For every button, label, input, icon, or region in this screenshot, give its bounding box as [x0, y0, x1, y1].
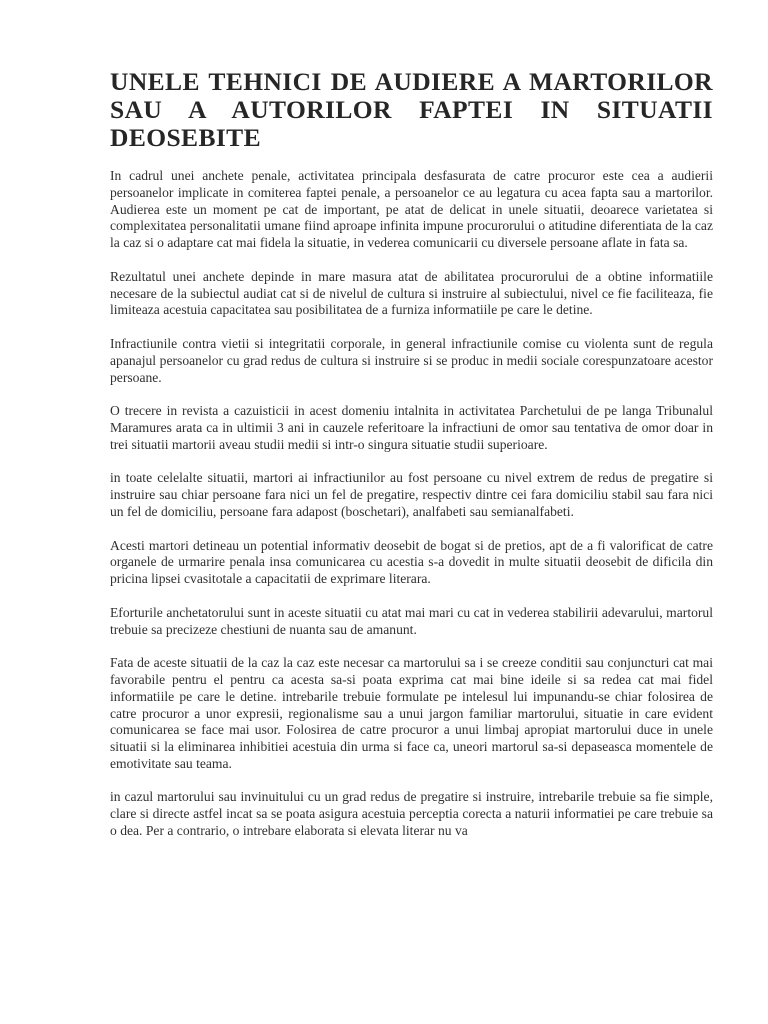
document-title: UNELE TEHNICI DE AUDIERE A MARTORILOR SAU A AUTORILOR FAPTEI IN SITUATII DEOSEBITE [110, 67, 713, 152]
paragraph-3: Infractiunile contra vietii si integritatii corporale, in general infractiunile comise cu violenta sunt de regula apanajul persoanelor cu grad redus de cultura si instruire si se produc in medii sociale corespunzatoare acestor persoane. [110, 335, 713, 385]
paragraph-9: in cazul martorului sau invinuitului cu un grad redus de pregatire si instruire, intrebarile trebuie sa fie simple, clare si directe astfel incat sa se poata asigura acestuia perceptia corecta a naturii informatiei pe care trebuie sa o dea. Per a contrario, o intrebare elaborata si elevata literar nu va [110, 789, 713, 839]
document-page [110, 68, 713, 839]
paragraph-4: O trecere in revista a cazuisticii in acest domeniu intalnita in activitatea Parchetului de pe langa Tribunalul Maramures arata ca in ultimii 3 ani in cauzele referitoare la infractiuni de omor sau tentativa de omor doar in trei situatii martorii aveau studii medii si intr-o singura situatie studii superioare. [110, 403, 713, 452]
paragraph-7: Eforturile anchetatorului sunt in aceste situatii cu atat mai mari cu cat in vederea stabilirii adevarului, martorul trebuie sa precizeze chestiuni de nuanta sau de amanunt. [110, 604, 713, 637]
paragraph-8: Fata de aceste situatii de la caz la caz este necesar ca martorului sa i se creeze conditii sau conjuncturi cat mai favorabile pentru el pentru ca acesta sa-si poata exprima cat mai bine ideile si sa redea cat mai fidel informatiile pe care le detine. intrebarile trebuie formulate pe intelesul lui impunandu-se chiar folosirea de catre procuror a unor expresii, regionalisme sau a unui jargon familiar martorului, situatie in care evident comunicarea se face mai usor. Folosirea de catre procuror a unui limbaj apropiat martorului duce in unele situatii si la eliminarea inhibitiei acestuia din urma si face ca, uneori martorul sa-si depaseasca momentele de emotivitate sau teama. [110, 655, 713, 771]
paragraph-6: Acesti martori detineau un potential informativ deosebit de bogat si de pretios, apt de a fi valorificat de catre organele de urmarire penala insa comunicarea cu acestia s-a dovedit in multe situatii deosebit de dificila din pricina lipsei cvasitotale a capacitatii de exprimare literara. [110, 537, 713, 587]
paragraph-5: in toate celelalte situatii, martori ai infractiunilor au fost persoane cu nivel extrem de redus de pregatire si instruire sau chiar persoane fara nici un fel de pregatire, respectiv dintre cei fara domiciliu stabil sau fara nici un fel de domiciliu, persoane fara adapost (boschetari), analfabeti sau semianalfabeti. [110, 470, 713, 519]
paragraph-2: Rezultatul unei anchete depinde in mare masura atat de abilitatea procurorului de a obtine informatiile necesare de la subiectul audiat cat si de nivelul de cultura si instruire al subiectului, nivel ce fie faciliteaza, fie limiteaza acestuia capacitatea sau posibilitatea de a furniza informatiile pe care le detine. [110, 268, 713, 318]
paragraph-1: In cadrul unei anchete penale, activitatea principala desfasurata de catre procuror este cea a audierii persoanelor implicate in comiterea faptei penale, a persoanelor ce au legatura cu acea fapta sau a martorilor. Audierea este un moment pe cat de important, pe atat de delicat in unele situatii, deoarece varietatea si complexitatea personalitatii umane fiind aproape infinita impune procurorului o atitudine diferentiata de la caz la caz si o adaptare cat mai fidela la situatie, in vederea comunicarii cu diversele persoane aflate in fata sa. [110, 168, 713, 251]
